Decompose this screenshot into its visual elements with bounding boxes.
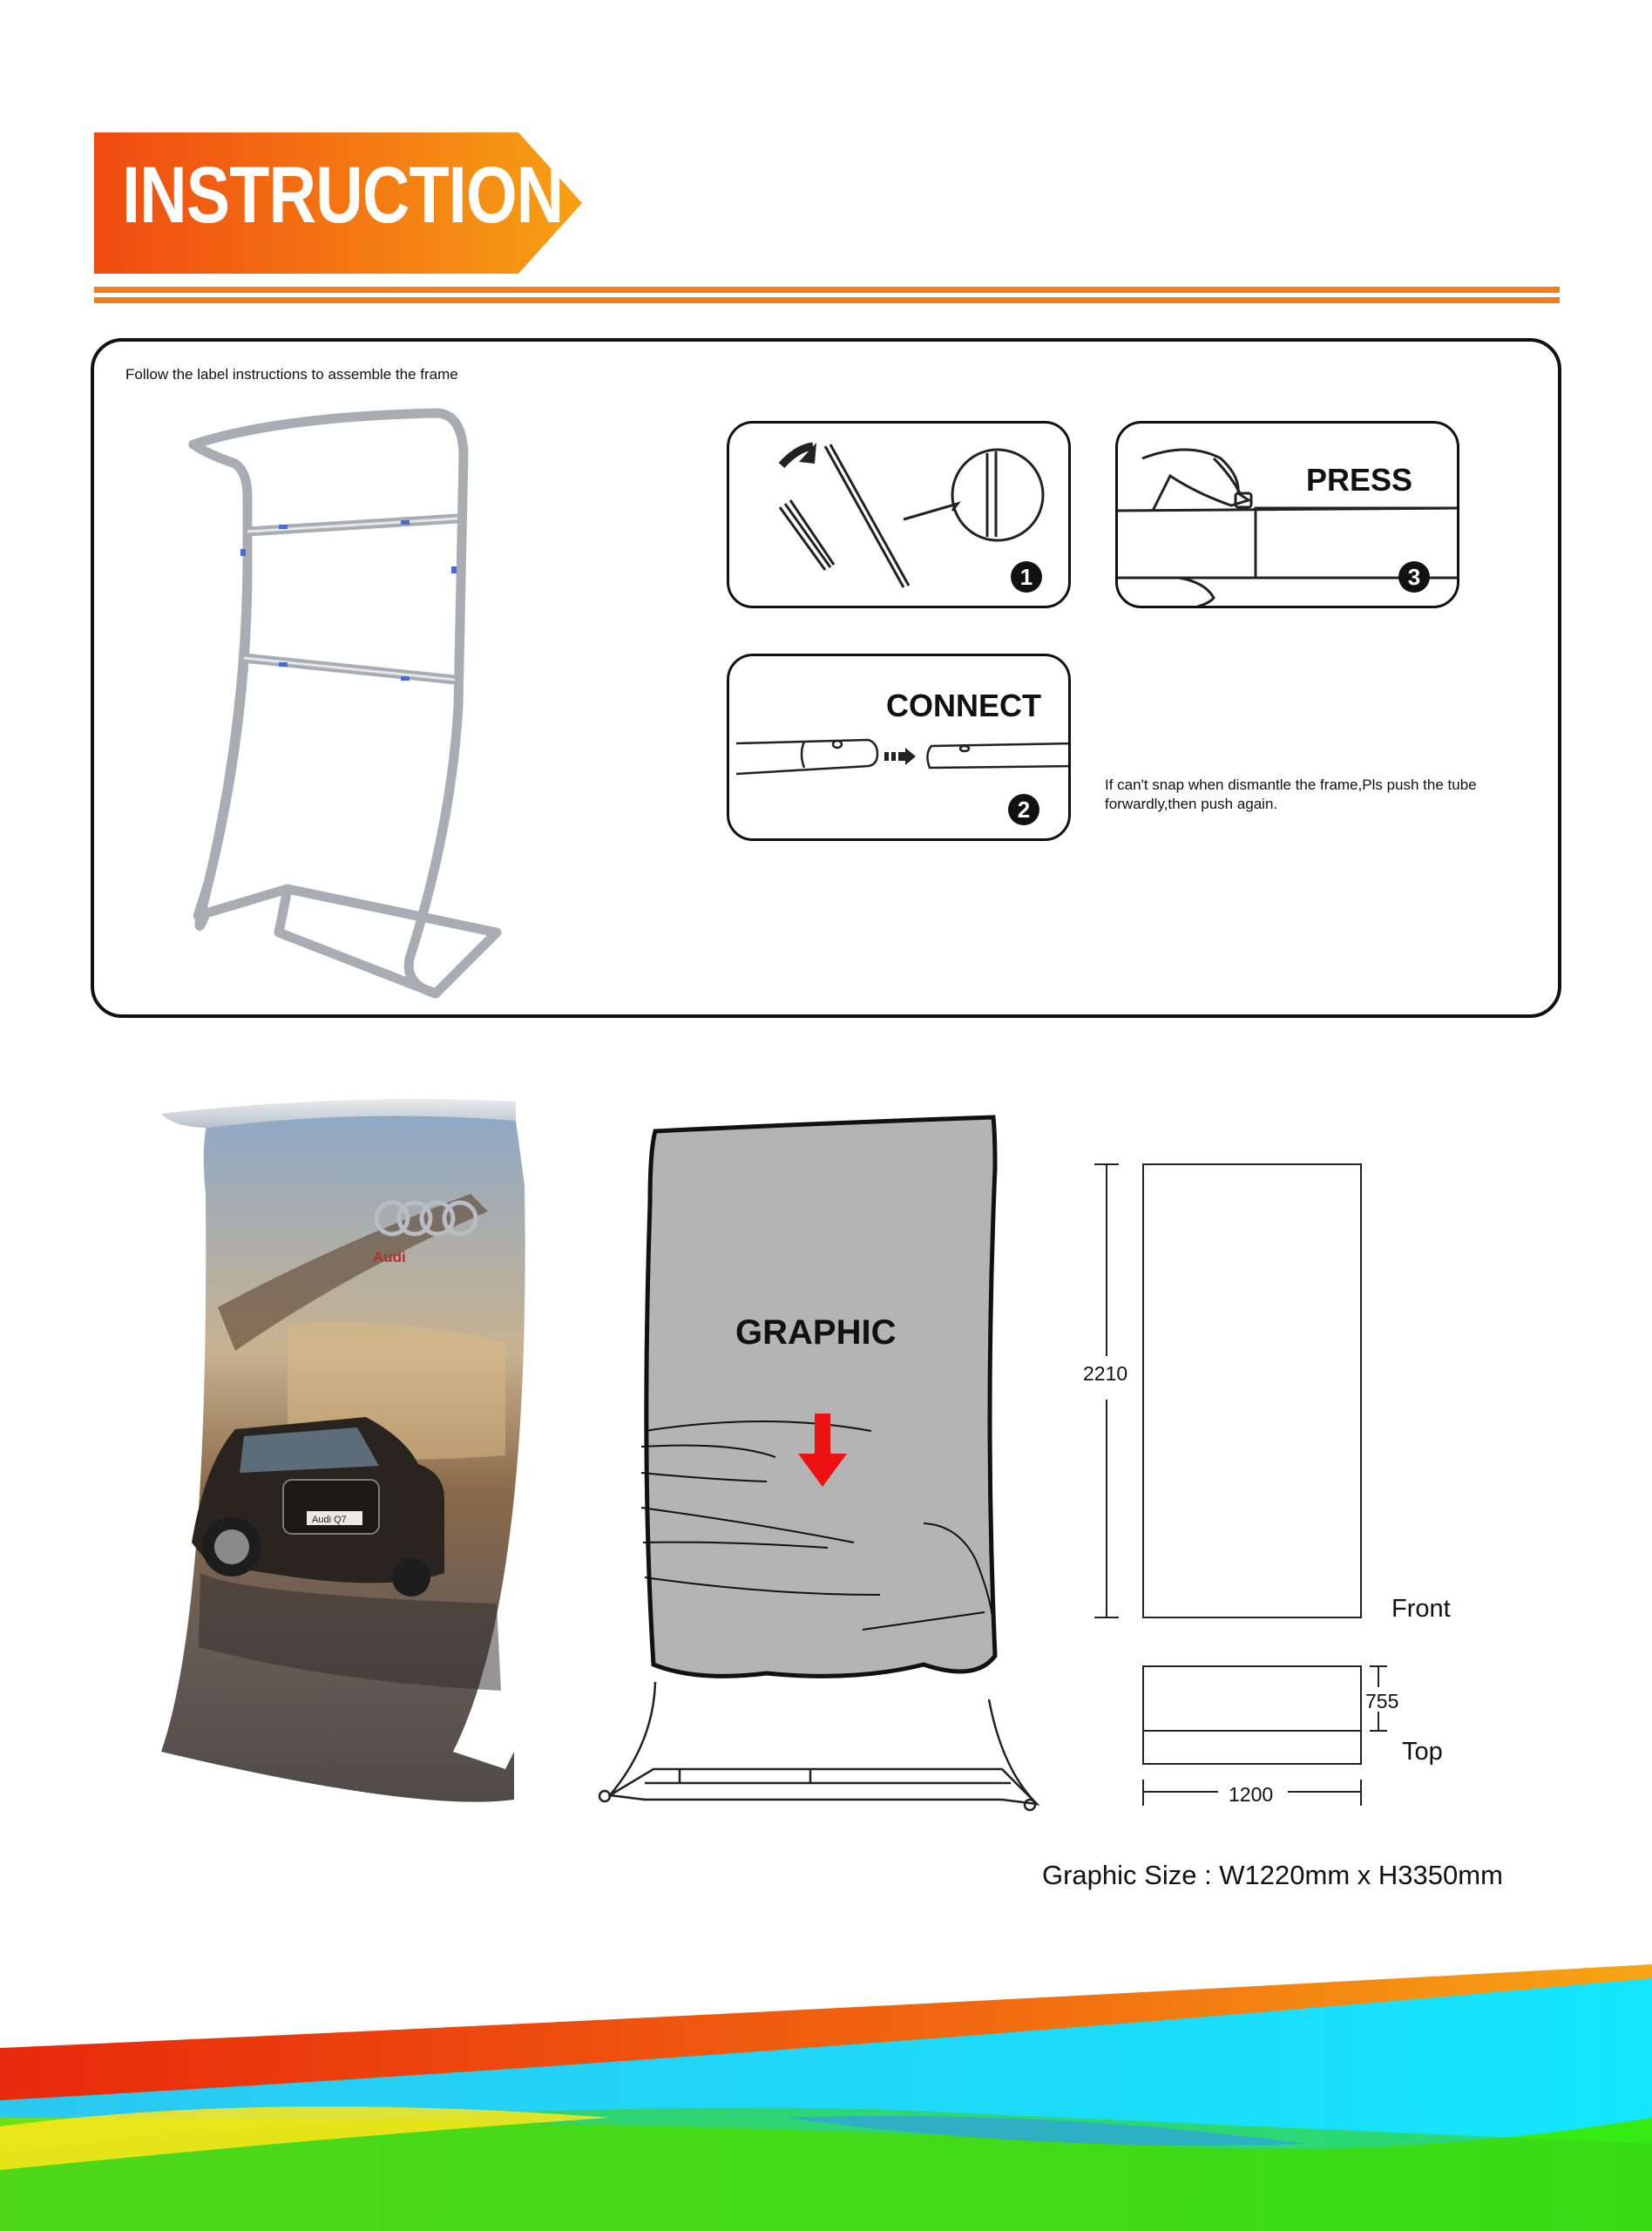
header-rule-top	[94, 287, 1560, 293]
depth-dimension: 755	[1365, 1690, 1399, 1712]
step-3-label: PRESS	[1306, 462, 1413, 498]
step-number-3: 3	[1398, 561, 1430, 593]
step-1-box	[727, 421, 1071, 608]
license-plate: Audi Q7	[312, 1515, 347, 1525]
step-2-box	[727, 654, 1071, 841]
step-number-2: 2	[1008, 794, 1039, 825]
step-number-1: 1	[1011, 561, 1042, 593]
page-title: INSTRUCTION	[122, 151, 564, 240]
graphic-size: Graphic Size : W1220mm x H3350mm	[1042, 1860, 1503, 1890]
graphic-label: GRAPHIC	[735, 1313, 897, 1352]
display-photo	[157, 1089, 540, 1813]
dismantle-note: If can't snap when dismantle the frame,Pls push the tube forwardly,then push again.	[1105, 776, 1477, 812]
header-rule-bottom	[94, 297, 1560, 303]
step-3-box	[1115, 421, 1459, 608]
step-2-label: CONNECT	[886, 688, 1041, 723]
dimension-drawing	[1072, 1150, 1525, 1821]
brand-name: Audi	[373, 1249, 406, 1265]
panel-caption: Follow the label instructions to assemble the frame	[125, 366, 458, 383]
footer-swoosh	[0, 1943, 1652, 2231]
front-view-label: Front	[1391, 1595, 1451, 1623]
width-dimension: 1200	[1229, 1783, 1274, 1806]
height-dimension: 2210	[1083, 1362, 1128, 1385]
top-view-label: Top	[1402, 1738, 1443, 1766]
frame-illustration	[174, 392, 523, 1020]
graphic-illustration	[592, 1107, 1046, 1821]
